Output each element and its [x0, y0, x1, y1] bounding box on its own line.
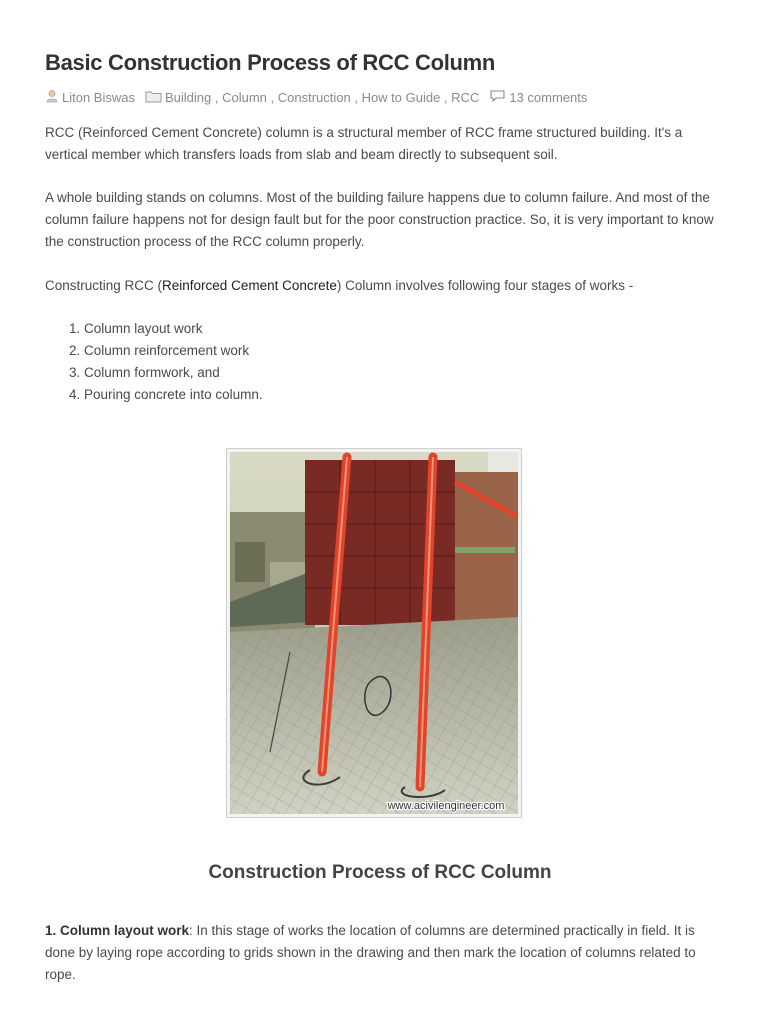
rcc-link[interactable]: Reinforced Cement Concrete	[162, 278, 337, 293]
failure-paragraph: A whole building stands on columns. Most of the building failure happens due to column failure. And most of the column failure happens not for design fault but for the poor construction practice. So, it is very important to know the construction process of the RCC column properly.	[45, 190, 714, 249]
step1-paragraph: 1. Column layout work: In this stage of works the location of columns are determined practically in field. It is done by laying rope according to grids shown in the drawing and then mark the location of columns related to rope.	[45, 923, 696, 982]
article-meta: Liton Biswas Building , Column , Construction , How to Guide , RCC 13 comments	[45, 88, 587, 106]
category-building[interactable]: Building	[164, 89, 212, 105]
author-link[interactable]: Liton Biswas	[62, 89, 135, 105]
column-formwork-photo	[226, 448, 522, 818]
step1-label: 1. Column layout work	[45, 923, 190, 938]
list-item: 1. Column layout work	[69, 321, 203, 336]
intro-paragraph: RCC (Reinforced Cement Concrete) column is a structural member of RCC frame structured building. It's a vertical member which transfers loads from slab and beam directly to subsequent soil.	[45, 125, 683, 162]
list-item: 3. Column formwork, and	[69, 365, 220, 380]
section-title: Construction Process of RCC Column	[208, 862, 552, 883]
category-rcc[interactable]: RCC	[451, 89, 480, 105]
stages-list	[45, 318, 263, 406]
list-item: 4. Pouring concrete into column.	[69, 387, 263, 402]
folder-icon	[145, 89, 162, 106]
comments-link[interactable]: 13 comments	[509, 89, 588, 105]
photo-watermark: www.acivilengineer.com	[387, 800, 505, 812]
list-item: 2. Column reinforcement work	[69, 343, 250, 358]
stages-intro-paragraph: Constructing RCC (Reinforced Cement Concrete) Column involves following four stages of works -	[45, 278, 634, 293]
category-how-to-guide[interactable]: How to Guide	[361, 89, 441, 105]
category-construction[interactable]: Construction	[277, 89, 351, 105]
category-column[interactable]: Column	[222, 89, 267, 105]
formwork-photo-illustration	[230, 452, 518, 814]
comment-icon	[489, 89, 506, 106]
article-title: Basic Construction Process of RCC Column	[45, 50, 496, 75]
author-icon	[45, 89, 59, 106]
